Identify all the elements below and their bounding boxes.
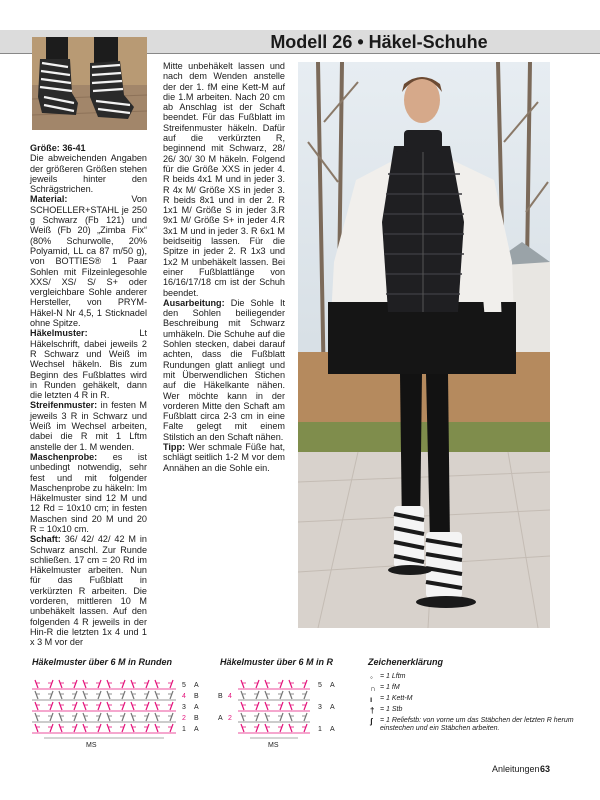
paragraph-text: Lt Häkelschrift, dabei jeweils 2 R Schwarz und Weiß im Wechsel häkeln. Bis zum Beginn des Fußblattes wird in Runden gehäkelt, dann die letzten 4 R in R. [30, 328, 147, 401]
paragraph [163, 442, 285, 473]
instructions-column-1 [30, 143, 147, 648]
stitch-mark [155, 724, 158, 732]
chart-rows-title: Häkelmuster über 6 M in R [220, 657, 334, 667]
stitch-mark [107, 724, 110, 732]
stitch-mark [59, 713, 62, 721]
stitch-mark [122, 680, 125, 688]
stitch-mark [280, 713, 283, 721]
stitch-mark [241, 713, 244, 721]
paragraph-heading: Ausarbeitung: [163, 297, 231, 308]
stitch-mark [280, 724, 283, 732]
paragraph [30, 452, 147, 534]
stitch-mark [107, 691, 110, 699]
stitch-mark [35, 713, 38, 721]
stitch-mark [304, 713, 307, 721]
stitch-mark [131, 702, 134, 710]
slippers-thumbnail [32, 37, 147, 130]
stitch-mark [304, 691, 307, 699]
row-number: 2 [182, 715, 186, 722]
stitch-mark [35, 691, 38, 699]
color-letter: B [194, 693, 199, 700]
watermark-url: PassionForum.ru [533, 789, 594, 798]
color-letter: B [194, 715, 199, 722]
stitch-mark [155, 680, 158, 688]
paragraph-text: Mitte unbehäkelt lassen und nach dem Wenden anstelle der der 1. fM eine Kett-M auf die 1.M arbeiten. Nach 20 cm ab Anschlag ist der Schaft beendet. Für das Fußblatt im Streifenmuster häkeln. Dafür auf die verkürzten R, beginnend mit Schwarz, 28/ 26/ 30/ 30 M häkeln. Folgend für die Größe XXS in jeder 4. R beids 4x1 M und in jeder 3. R 4x M/ Größe XS in jeder 3. R beids 8x1 und in der 2. R 1x1 M/ Größe S in jeder 3.R 9x1 M/ Größe S+ in jeder 4.R 3x1 M und in jeder 3. R 6x1 M beidseitig lassen. Für die Spitze in jeder 2. R 1x3 und 1x2 M unbehäkelt lassen. Bei einer Fußblattlänge von 16/16/17/18 cm ist der Schuh beendet. [163, 61, 285, 298]
stitch-mark [122, 713, 125, 721]
color-letter: A [218, 715, 223, 722]
paragraph-text: Von SCHOELLER+STAHL je 250 g Schwarz (Fb 121) und Weiß (Fb 20) „Zimba Fix“ (80% Schurwolle, 20% Polyamid, LL ca 87 m/50 g), von BOTTIES® 1 Paar Sohlen mit Filzeinlegesohle XXS/ XS/ S/ S+ oder vergleichbare Sohle anderer Hersteller, von PRYM- Häkel-N Nr 4,5, 1 Sticknadel ohne Spitze. [30, 194, 147, 329]
stitch-mark [50, 691, 53, 699]
stitch-mark [241, 724, 244, 732]
row-number: 1 [182, 726, 186, 733]
legend-item: = 1 Kett-M [380, 695, 413, 702]
paragraph [30, 143, 147, 153]
ms-label: MS [268, 742, 279, 749]
row-number: 1 [318, 726, 322, 733]
stitch-mark [59, 724, 62, 732]
stitch-mark [241, 691, 244, 699]
paragraph [30, 153, 147, 194]
model-photo [298, 62, 550, 628]
stitch-mark [304, 680, 307, 688]
slippers-illustration [32, 37, 147, 130]
stitch-mark [122, 724, 125, 732]
stitch-mark [107, 713, 110, 721]
paragraph-heading: Tipp: [163, 441, 189, 452]
color-letter: A [330, 726, 335, 733]
stitch-mark [131, 691, 134, 699]
stitch-mark [256, 691, 259, 699]
stitch-mark [289, 691, 292, 699]
stitch-mark [131, 724, 134, 732]
paragraph-heading: Häkelmuster: [30, 328, 140, 339]
legend-symbol-icon: ∩ [370, 684, 376, 693]
stitch-mark [98, 713, 101, 721]
stitch-mark [280, 702, 283, 710]
stitch-mark [265, 724, 268, 732]
paragraph [30, 328, 147, 400]
legend-title: Zeichenerklärung [368, 657, 444, 667]
row-number: 5 [182, 682, 186, 689]
paragraph-heading: Maschenprobe: [30, 451, 113, 462]
legend-item: = 1 Lftm [380, 673, 406, 680]
stitch-mark [74, 713, 77, 721]
paragraph-text: 36/ 42/ 42/ 42 M in Schwarz anschl. Zur Runde schließen. 17 cm = 20 Rd im Häkelmuster arbeiten. Nun für das Fußblatt in verkürzten R arbeiten. Die vorderen, mittleren 10 M unbehäkelt lassen. Auf den folgenden 4 R jeweils in der Hin-R die letzten 1x 4 und 1 x 3 M vor der [30, 534, 147, 648]
stitch-mark [170, 680, 173, 688]
stitch-mark [289, 680, 292, 688]
stitch-mark [146, 702, 149, 710]
legend-item: = 1 fM [380, 684, 400, 691]
page-title: Modell 26 • Häkel-Schuhe [270, 32, 488, 52]
legend-symbol-icon: ʃ [370, 717, 373, 726]
stitch-mark [265, 680, 268, 688]
stitch-mark [74, 680, 77, 688]
stitch-mark [83, 702, 86, 710]
paragraph-heading: Größe: 36-41 [30, 143, 86, 153]
legend-symbol-icon: ı [370, 695, 373, 704]
stitch-mark [155, 702, 158, 710]
stitch-mark [170, 691, 173, 699]
row-number: 4 [182, 693, 186, 700]
stitch-mark [59, 691, 62, 699]
stitch-mark [155, 691, 158, 699]
stitch-mark [107, 702, 110, 710]
stitch-mark [289, 724, 292, 732]
stitch-mark [50, 702, 53, 710]
stitch-mark [35, 680, 38, 688]
stitch-mark [170, 702, 173, 710]
color-letter: A [194, 726, 199, 733]
row-number: 3 [182, 704, 186, 711]
legend-item: = 1 Stb [380, 706, 403, 713]
paragraph [30, 194, 147, 328]
paragraph [30, 534, 147, 647]
stitch-mark [170, 713, 173, 721]
stitch-mark [155, 713, 158, 721]
color-letter: A [330, 704, 335, 711]
stitch-mark [256, 713, 259, 721]
stitch-mark [83, 713, 86, 721]
stitch-mark [83, 680, 86, 688]
stitch-mark [280, 691, 283, 699]
color-letter: A [194, 682, 199, 689]
legend-symbol-icon: † [370, 706, 375, 715]
stitch-mark [131, 713, 134, 721]
stitch-mark [131, 680, 134, 688]
row-number: 5 [318, 682, 322, 689]
stitch-mark [256, 724, 259, 732]
stitch-mark [304, 702, 307, 710]
stitch-mark [74, 724, 77, 732]
footer-section: Anleitungen [492, 764, 540, 774]
ms-label: MS [86, 742, 97, 749]
stitch-mark [50, 680, 53, 688]
stitch-mark [241, 702, 244, 710]
legend-symbol-icon: ◦ [370, 673, 373, 682]
color-letter: B [218, 693, 223, 700]
paragraph-heading: Streifenmuster: [30, 400, 101, 411]
row-number: 2 [228, 715, 232, 722]
color-letter: A [194, 704, 199, 711]
color-letter: A [330, 682, 335, 689]
paragraph-text: Die Sohle It den Sohlen beiliegender Beschreibung mit Schwarz umhäkeln. Die Schuhe auf die Sohlen stecken, dabei darauf achten, dass die Fußblatt Rundungen glatt anliegt und mit Überwendlichen Stichen auf die Häkelkante nähen. Wer möchte kann in der vorderen Mitte den Schaft am Fußblatt circa 2-3 cm in eine Falte gelegt mit einem Stilstich an den Schaft nähen. [163, 297, 285, 442]
paragraph-text: es ist unbedingt notwendig, sehr fest und mit folgender Maschenprobe zu häkeln: Im Häkelmuster sind 12 M und 12 Rd = 10x10 cm; in festen Maschen sind 20 M und 20 R = 10x10 cm. [30, 451, 147, 534]
paragraph-heading: Material: [30, 194, 132, 205]
stitch-mark [50, 713, 53, 721]
stitch-mark [146, 724, 149, 732]
stitch-mark [98, 691, 101, 699]
stitch-mark [59, 680, 62, 688]
legend-item: = 1 Reliefstb: von vorne um das Stäbchen der letzten R herum einstechen und ein Stäbchen arbeiten. [380, 717, 574, 732]
paragraph-text: Die abweichenden Angaben der größeren Größen stehen jeweils hinter den Schrägstrichen. [30, 153, 147, 195]
stitch-mark [122, 691, 125, 699]
stitch-mark [256, 702, 259, 710]
row-number: 3 [318, 704, 322, 711]
stitch-mark [107, 680, 110, 688]
stitch-mark [74, 691, 77, 699]
stitch-mark [74, 702, 77, 710]
stitch-mark [289, 702, 292, 710]
paragraph [163, 298, 285, 442]
stitch-mark [122, 702, 125, 710]
stitch-mark [265, 713, 268, 721]
row-number: 4 [228, 693, 232, 700]
paragraph [30, 400, 147, 451]
stitch-mark [146, 680, 149, 688]
stitch-mark [35, 724, 38, 732]
stitch-mark [98, 724, 101, 732]
stitch-mark [98, 680, 101, 688]
paragraph-text: Wer schmale Füße hat, schlägt seitlich 1-2 M vor dem Annähen an die Sohle ein. [163, 441, 285, 473]
model-illustration [298, 62, 550, 628]
paragraph-heading: Schaft: [30, 534, 65, 545]
stitch-mark [50, 724, 53, 732]
instructions-column-2 [163, 61, 285, 473]
stitch-mark [83, 724, 86, 732]
stitch-mark [146, 691, 149, 699]
stitch-mark [241, 680, 244, 688]
page-number: 63 [540, 764, 551, 774]
stitch-mark [59, 702, 62, 710]
stitch-mark [304, 724, 307, 732]
stitch-mark [170, 724, 173, 732]
chart-rounds-title: Häkelmuster über 6 M in Runden [32, 657, 173, 667]
stitch-mark [289, 713, 292, 721]
stitch-mark [280, 680, 283, 688]
stitch-mark [265, 691, 268, 699]
paragraph [163, 61, 285, 298]
stitch-mark [98, 702, 101, 710]
paragraph-text: in festen M jeweils 3 R in Schwarz und Weiß im Wechsel arbeiten, dabei die R mit 1 Lftm anstelle der 1. M wenden. [30, 400, 147, 452]
stitch-mark [83, 691, 86, 699]
stitch-mark [35, 702, 38, 710]
stitch-mark [265, 702, 268, 710]
stitch-mark [146, 713, 149, 721]
stitch-mark [256, 680, 259, 688]
